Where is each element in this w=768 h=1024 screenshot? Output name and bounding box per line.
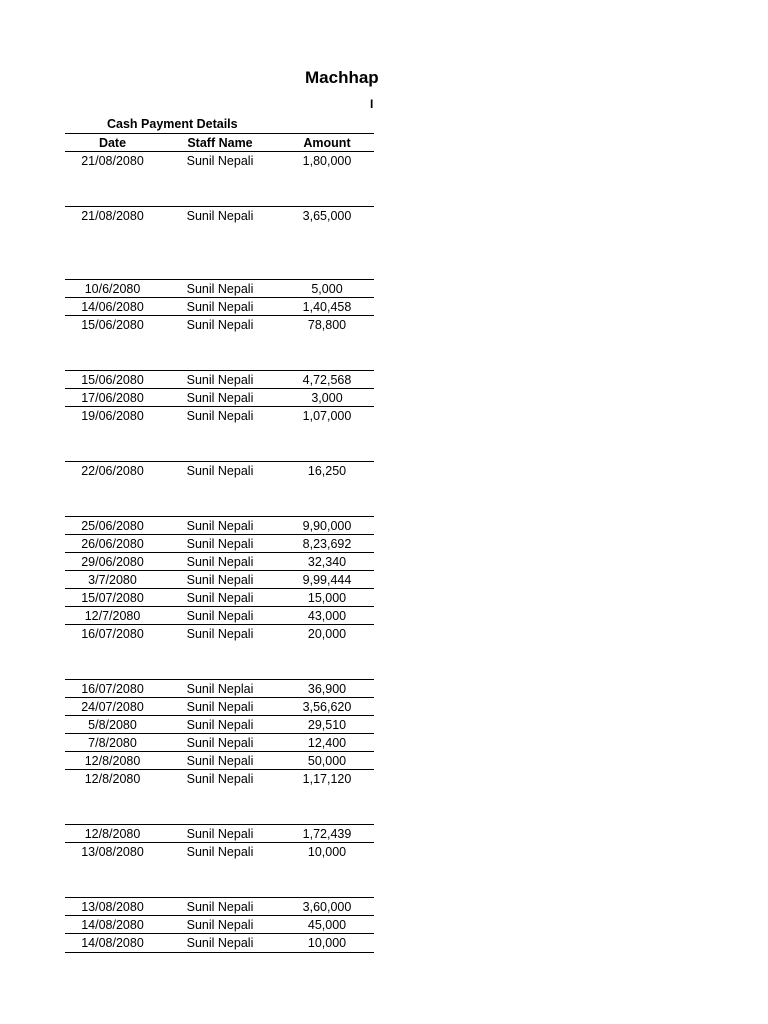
section-label: Cash Payment Details bbox=[65, 115, 374, 134]
table-row bbox=[65, 934, 374, 953]
cell-staff-name: Sunil Nepali bbox=[186, 736, 254, 750]
cell-staff-name: Sunil Nepali bbox=[186, 519, 254, 533]
cell-amount: 10,000 bbox=[307, 845, 347, 859]
cell-amount: 43,000 bbox=[307, 609, 347, 623]
cell-date: 14/08/2080 bbox=[81, 936, 144, 950]
cell-amount: 1,40,458 bbox=[302, 300, 352, 314]
table-row bbox=[65, 752, 374, 770]
cell-date: 17/06/2080 bbox=[81, 391, 144, 405]
column-header-date: Date bbox=[98, 136, 127, 150]
cell-staff-name: Sunil Nepali bbox=[186, 900, 254, 914]
cell-date: 7/8/2080 bbox=[88, 736, 137, 750]
cell-staff-name: Sunil Nepali bbox=[186, 282, 254, 296]
cell-amount: 20,000 bbox=[307, 627, 347, 641]
cell-staff-name: Sunil Nepali bbox=[186, 464, 254, 478]
column-header-staff-name: Staff Name bbox=[187, 136, 253, 150]
page-title: Machhap bbox=[305, 68, 379, 87]
cell-amount: 1,07,000 bbox=[302, 409, 352, 423]
table-row bbox=[65, 316, 374, 371]
table-row bbox=[65, 625, 374, 680]
cell-date: 16/07/2080 bbox=[81, 682, 144, 696]
cell-staff-name: Sunil Nepali bbox=[186, 555, 254, 569]
table-row bbox=[65, 517, 374, 535]
cell-date: 13/08/2080 bbox=[81, 845, 144, 859]
table-row bbox=[65, 298, 374, 316]
cell-date: 25/06/2080 bbox=[81, 519, 144, 533]
table-row bbox=[65, 716, 374, 734]
table-row bbox=[65, 734, 374, 752]
table-row bbox=[65, 535, 374, 553]
cell-date: 13/08/2080 bbox=[81, 900, 144, 914]
cell-staff-name: Sunil Neplai bbox=[186, 682, 254, 696]
table-row bbox=[65, 770, 374, 825]
table-row bbox=[65, 207, 374, 280]
table-row bbox=[65, 152, 374, 207]
table-row bbox=[65, 680, 374, 698]
cell-date: 5/8/2080 bbox=[88, 718, 137, 732]
cell-amount: 3,000 bbox=[311, 391, 343, 405]
cell-amount: 32,340 bbox=[307, 555, 347, 569]
cell-amount: 12,400 bbox=[307, 736, 347, 750]
cash-payment-table bbox=[65, 115, 374, 953]
cell-amount: 36,900 bbox=[307, 682, 347, 696]
cell-amount: 3,65,000 bbox=[302, 209, 352, 223]
cell-date: 16/07/2080 bbox=[81, 627, 144, 641]
table-header bbox=[65, 134, 374, 152]
cell-staff-name: Sunil Nepali bbox=[186, 591, 254, 605]
table-row bbox=[65, 371, 374, 389]
cell-date: 12/7/2080 bbox=[84, 609, 141, 623]
table-row bbox=[65, 462, 374, 517]
cell-date: 15/07/2080 bbox=[81, 591, 144, 605]
subtitle-fragment: I bbox=[370, 97, 374, 111]
table-body bbox=[65, 152, 374, 953]
cell-amount: 1,80,000 bbox=[302, 154, 352, 168]
cell-date: 14/08/2080 bbox=[81, 918, 144, 932]
cell-staff-name: Sunil Nepali bbox=[186, 318, 254, 332]
cell-date: 15/06/2080 bbox=[81, 373, 144, 387]
table-row bbox=[65, 898, 374, 916]
cell-amount: 8,23,692 bbox=[302, 537, 352, 551]
table-row bbox=[65, 553, 374, 571]
table-row bbox=[65, 843, 374, 898]
cell-date: 3/7/2080 bbox=[88, 573, 137, 587]
cell-date: 19/06/2080 bbox=[81, 409, 144, 423]
cell-staff-name: Sunil Nepali bbox=[186, 700, 254, 714]
cell-date: 26/06/2080 bbox=[81, 537, 144, 551]
cell-staff-name: Sunil Nepali bbox=[186, 537, 254, 551]
table-row bbox=[65, 407, 374, 462]
cell-date: 22/06/2080 bbox=[81, 464, 144, 478]
cell-staff-name: Sunil Nepali bbox=[186, 827, 254, 841]
cell-staff-name: Sunil Nepali bbox=[186, 391, 254, 405]
cell-amount: 4,72,568 bbox=[302, 373, 352, 387]
column-header-amount: Amount bbox=[303, 136, 351, 150]
cell-date: 24/07/2080 bbox=[81, 700, 144, 714]
cell-amount: 16,250 bbox=[307, 464, 347, 478]
table-row bbox=[65, 698, 374, 716]
cell-date: 15/06/2080 bbox=[81, 318, 144, 332]
cell-staff-name: Sunil Nepali bbox=[186, 409, 254, 423]
cell-date: 12/8/2080 bbox=[84, 754, 141, 768]
cell-staff-name: Sunil Nepali bbox=[186, 373, 254, 387]
cell-date: 12/8/2080 bbox=[84, 772, 141, 786]
table-row bbox=[65, 589, 374, 607]
cell-staff-name: Sunil Nepali bbox=[186, 609, 254, 623]
table-row bbox=[65, 607, 374, 625]
cell-staff-name: Sunil Nepali bbox=[186, 209, 254, 223]
cell-amount: 3,56,620 bbox=[302, 700, 352, 714]
cell-staff-name: Sunil Nepali bbox=[186, 754, 254, 768]
cell-staff-name: Sunil Nepali bbox=[186, 573, 254, 587]
cell-staff-name: Sunil Nepali bbox=[186, 300, 254, 314]
cell-amount: 1,72,439 bbox=[302, 827, 352, 841]
table-row bbox=[65, 280, 374, 298]
cell-date: 21/08/2080 bbox=[81, 209, 144, 223]
cell-amount: 15,000 bbox=[307, 591, 347, 605]
cell-amount: 3,60,000 bbox=[302, 900, 352, 914]
cell-amount: 5,000 bbox=[311, 282, 343, 296]
cell-staff-name: Sunil Nepali bbox=[186, 154, 254, 168]
cell-amount: 50,000 bbox=[307, 754, 347, 768]
cell-staff-name: Sunil Nepali bbox=[186, 627, 254, 641]
cell-date: 29/06/2080 bbox=[81, 555, 144, 569]
cell-amount: 1,17,120 bbox=[302, 772, 352, 786]
cell-date: 21/08/2080 bbox=[81, 154, 144, 168]
cell-amount: 45,000 bbox=[307, 918, 347, 932]
table-row bbox=[65, 389, 374, 407]
cell-staff-name: Sunil Nepali bbox=[186, 718, 254, 732]
cell-staff-name: Sunil Nepali bbox=[186, 936, 254, 950]
cell-amount: 9,90,000 bbox=[302, 519, 352, 533]
cell-amount: 10,000 bbox=[307, 936, 347, 950]
cell-staff-name: Sunil Nepali bbox=[186, 845, 254, 859]
table-row bbox=[65, 916, 374, 934]
cell-date: 14/06/2080 bbox=[81, 300, 144, 314]
cell-date: 12/8/2080 bbox=[84, 827, 141, 841]
table-row bbox=[65, 571, 374, 589]
cell-amount: 29,510 bbox=[307, 718, 347, 732]
cell-amount: 78,800 bbox=[307, 318, 347, 332]
table-row bbox=[65, 825, 374, 843]
cell-staff-name: Sunil Nepali bbox=[186, 772, 254, 786]
cell-staff-name: Sunil Nepali bbox=[186, 918, 254, 932]
cell-date: 10/6/2080 bbox=[84, 282, 141, 296]
cell-amount: 9,99,444 bbox=[302, 573, 352, 587]
